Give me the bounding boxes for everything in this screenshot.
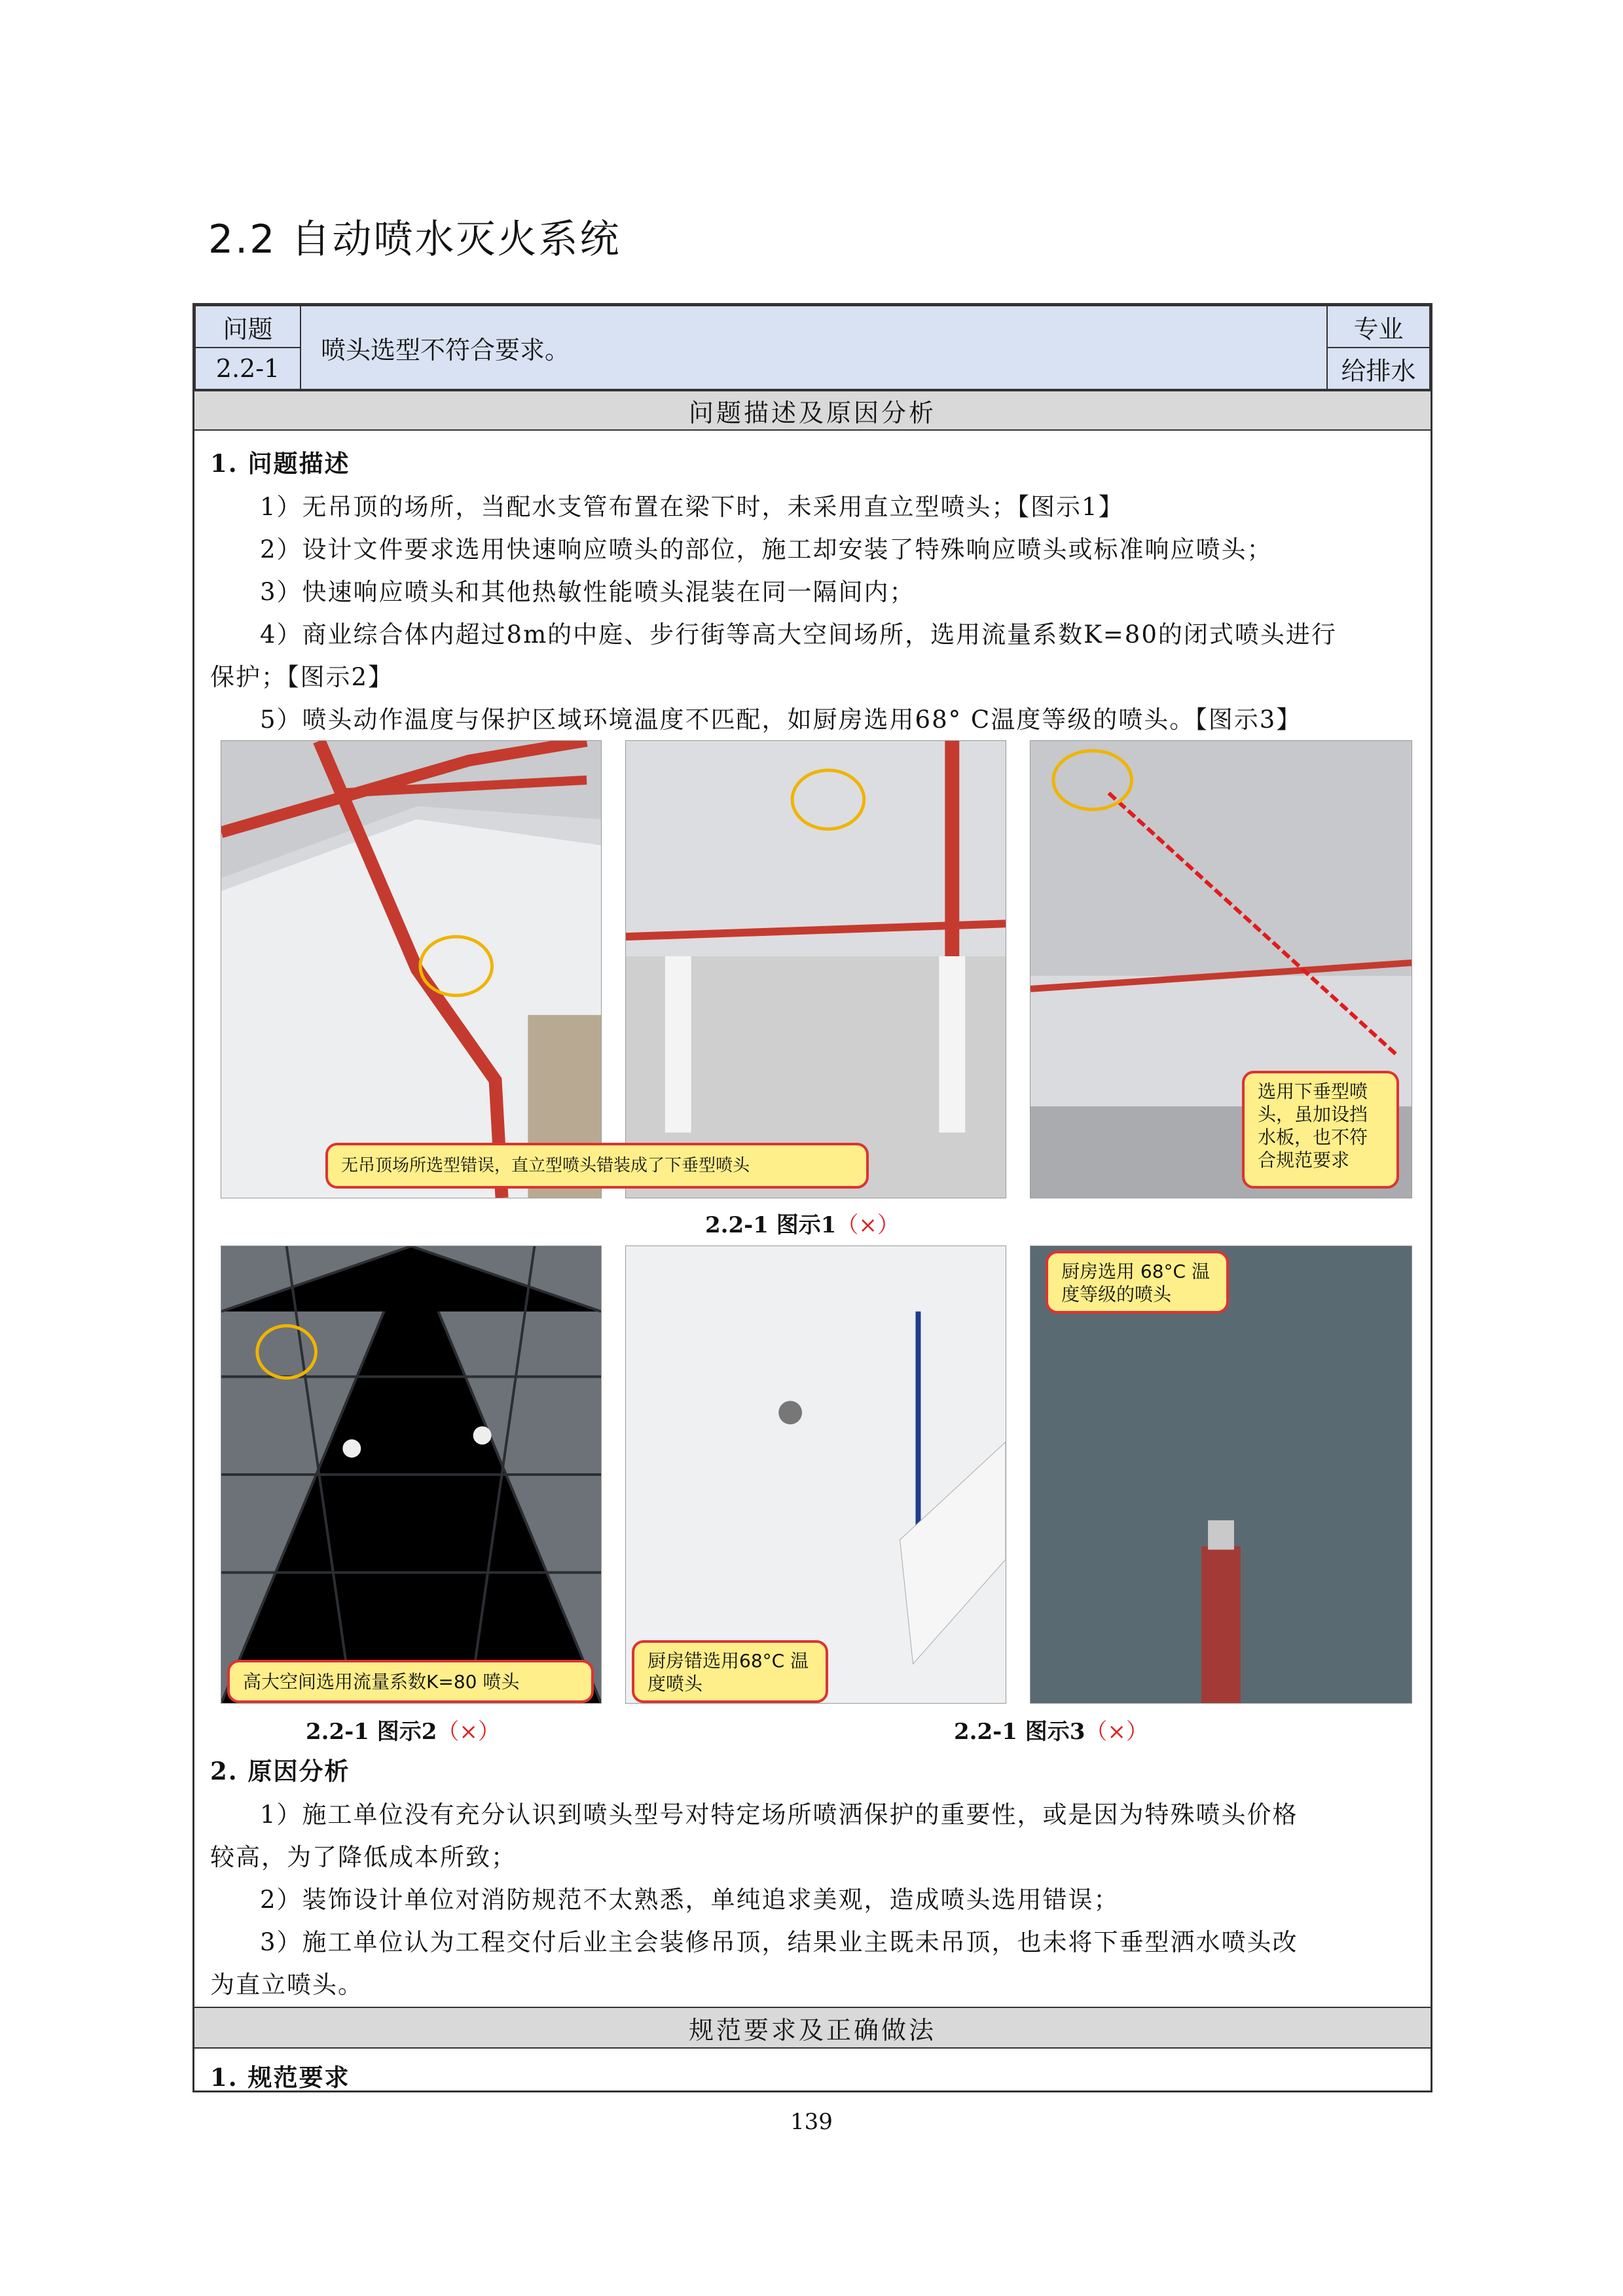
page-number: 139 (790, 2109, 833, 2135)
issue-label: 问题 (194, 305, 301, 348)
section-title: 2.2 自动喷水灭火系统 (208, 217, 621, 262)
caption-figure-2-label: 2.2-1 图示2 (306, 1719, 437, 1745)
cause-item: 3）施工单位认为工程交付后业主会装修吊顶，结果业主既未吊顶，也未将下垂型洒水喷头改 (260, 1928, 1298, 1956)
band-problem-analysis: 问题描述及原因分析 (194, 390, 1431, 431)
caption-figure-2 (306, 1713, 500, 1746)
photo-kitchen-pipe-head (1030, 1246, 1412, 1704)
cause-item: 为直立喷头。 (210, 1971, 363, 1999)
discipline-label: 专业 (1326, 305, 1431, 348)
callout-pendent-head: 选用下垂型喷头，虽加设挡水板，也不符合规范要求 (1242, 1071, 1399, 1189)
callout-high-space: 高大空间选用流量系数K=80 喷头 (227, 1660, 594, 1703)
cause-item: 2）装饰设计单位对消防规范不太熟悉，单纯追求美观，造成喷头选用错误； (260, 1886, 1120, 1914)
band-norm-practice: 规范要求及正确做法 (194, 2007, 1431, 2049)
issue-number: 2.2-1 (194, 347, 301, 390)
cause-heading: 2. 原因分析 (210, 1757, 350, 1785)
discipline-value: 给排水 (1326, 347, 1431, 390)
desc-heading: 1. 问题描述 (210, 449, 350, 478)
photo-parking-floor-pipes (625, 740, 1006, 1198)
issue-title: 喷头选型不符合要求。 (300, 305, 1328, 390)
caption-figure-1-label: 2.2-1 图示1 (705, 1212, 837, 1238)
desc-item: 4）商业综合体内超过8m的中庭、步行街等高大空间场所，选用流量系数K=80的闭式喷头进行 (260, 620, 1337, 649)
callout-uncovered-ceiling: 无吊顶场所选型错误，直立型喷头错装成了下垂型喷头 (325, 1143, 869, 1189)
cause-item: 1）施工单位没有充分认识到喷头型号对特定场所喷洒保护的重要性，或是因为特殊喷头价格 (260, 1801, 1298, 1829)
desc-item: 保护；【图示2】 (210, 663, 394, 691)
issue-table (192, 303, 1432, 2092)
caption-figure-2-mark: （×） (437, 1719, 500, 1745)
desc-item: 3）快速响应喷头和其他热敏性能喷头混装在同一隔间内； (260, 578, 915, 606)
norm-heading: 1. 规范要求 (210, 2063, 350, 2092)
photo-kitchen-ceiling-sprinkler (625, 1246, 1006, 1704)
caption-figure-1 (705, 1207, 900, 1239)
callout-kitchen-wrong-temp: 厨房错选用68°C 温度喷头 (632, 1640, 828, 1703)
cause-item: 较高，为了降低成本所致； (210, 1843, 517, 1871)
caption-figure-1-mark: （×） (836, 1212, 900, 1238)
photo-uncovered-ceiling-pipe (221, 740, 602, 1198)
caption-figure-3 (954, 1713, 1148, 1746)
desc-item: 1）无吊顶的场所，当配水支管布置在梁下时，未采用直立型喷头；【图示1】 (260, 493, 1124, 521)
callout-kitchen-68c: 厨房选用 68°C 温度等级的喷头 (1046, 1251, 1229, 1314)
caption-figure-3-mark: （×） (1085, 1719, 1148, 1745)
desc-item: 2）设计文件要求选用快速响应喷头的部位，施工却安装了特殊响应喷头或标准响应喷头； (260, 535, 1273, 564)
desc-item: 5）喷头动作温度与保护区域环境温度不匹配，如厨房选用68° C温度等级的喷头。【图示3】 (260, 706, 1302, 734)
caption-figure-3-label: 2.2-1 图示3 (954, 1719, 1085, 1745)
photo-atrium-roof-truss (221, 1246, 602, 1704)
